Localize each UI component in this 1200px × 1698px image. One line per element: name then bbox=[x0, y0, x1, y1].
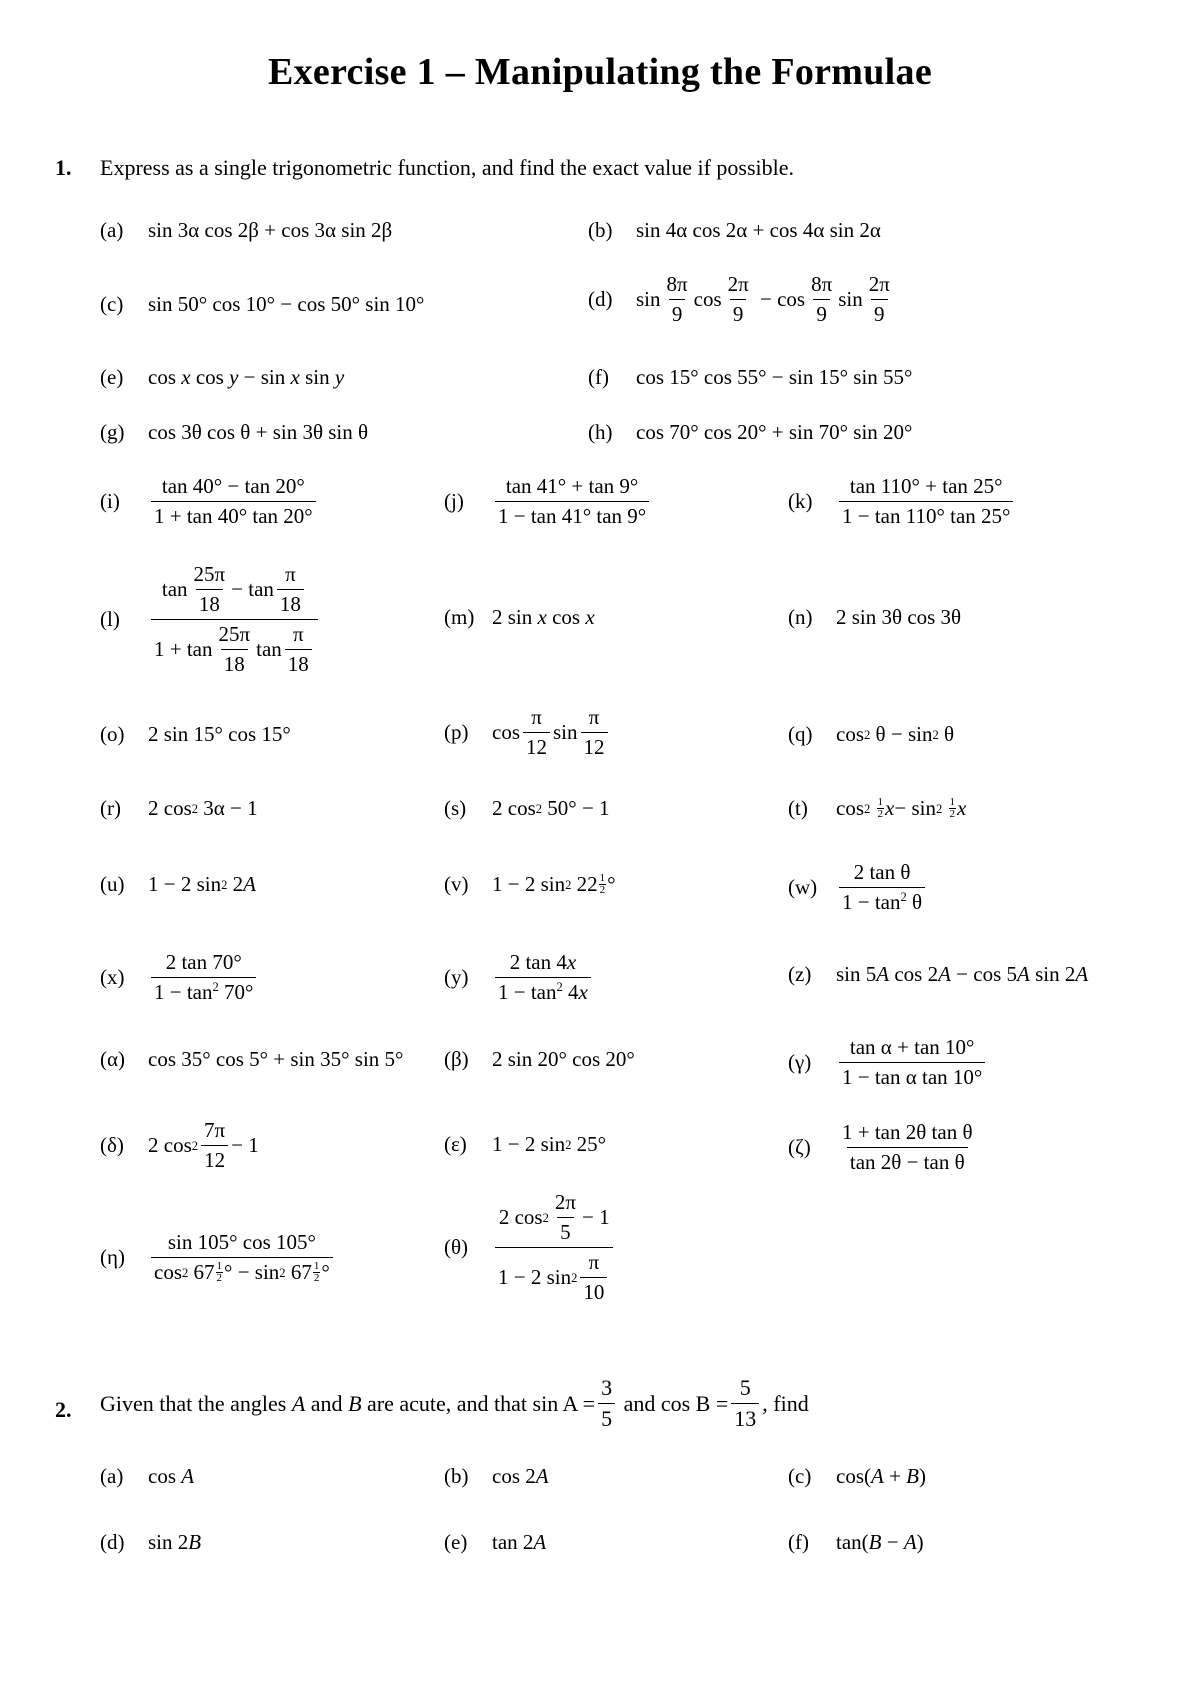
q1-part-beta bbox=[444, 1047, 635, 1072]
math-fraction: 2 tan 70° $1 - \tan^2 70^\circ$ bbox=[151, 950, 256, 1005]
part-label: (w) bbox=[788, 875, 818, 899]
q1-part-k bbox=[788, 474, 1016, 529]
math-fraction: tan 41° + tan 9° 1 − tan 41° tan 9° bbox=[495, 474, 649, 529]
part-label: (k) bbox=[788, 489, 813, 513]
q1-part-d bbox=[588, 272, 896, 327]
q1-part-w bbox=[788, 860, 928, 915]
math-expression: cos π 12 sin π 12 bbox=[492, 705, 611, 760]
q2-part-a bbox=[100, 1464, 194, 1489]
q1-part-zeta bbox=[788, 1120, 979, 1175]
q1-part-m bbox=[444, 605, 595, 630]
part-label: (ε) bbox=[444, 1132, 467, 1156]
math-expression: 2 sin x cos x bbox=[492, 605, 595, 629]
q1-part-r bbox=[100, 796, 258, 821]
q1-part-theta bbox=[444, 1190, 616, 1305]
q1-part-a bbox=[100, 218, 392, 243]
math-expression: cos 2 A bbox=[492, 1464, 549, 1488]
part-label: (b) bbox=[444, 1464, 469, 1488]
part-label: (m) bbox=[444, 605, 475, 629]
question-1-number: 1. bbox=[55, 155, 72, 180]
part-label: (α) bbox=[100, 1047, 125, 1071]
part-label: (δ) bbox=[100, 1133, 124, 1157]
page-title: Exercise 1 – Manipulating the Formulae bbox=[267, 51, 933, 93]
part-label: (d) bbox=[100, 1530, 125, 1554]
q1-part-s bbox=[444, 796, 610, 821]
q2-part-d bbox=[100, 1530, 201, 1555]
math-expression: cos 15° cos 55° − sin 15° sin 55° bbox=[636, 365, 913, 389]
part-label: (s) bbox=[444, 796, 467, 820]
q1-part-gamma bbox=[788, 1035, 988, 1090]
math-fraction: $\frac{5}{13}$ bbox=[731, 1375, 759, 1432]
question-1-text: Express as a single trigonometric function, and find the exact value if possible. bbox=[100, 155, 795, 180]
part-label: (j) bbox=[444, 489, 464, 513]
q2-part-e bbox=[444, 1530, 546, 1555]
part-label: (β) bbox=[444, 1047, 469, 1071]
math-fraction: 2 tan 4x $1 - \tan^2 4x$ bbox=[495, 950, 591, 1005]
part-label: (a) bbox=[100, 218, 124, 242]
part-label: (f) bbox=[788, 1530, 809, 1554]
math-fraction: tan 25π 18 − tan π 18 1 + tan 25π 18 tan π 18 bbox=[151, 562, 318, 677]
part-label: (η) bbox=[100, 1245, 125, 1269]
math-expression: 1 − 2 sin 2 25° bbox=[492, 1132, 607, 1156]
q1-part-n bbox=[788, 605, 961, 630]
q1-part-x bbox=[100, 950, 259, 1005]
math-expression: 2 sin 3θ cos 3θ bbox=[836, 605, 962, 629]
q1-part-i bbox=[100, 474, 319, 529]
q1-part-eta bbox=[100, 1230, 336, 1285]
math-expression: 1 − 2 sin 2 2 A bbox=[148, 872, 256, 896]
math-expression: 2 cos 2 7π 12 − 1 bbox=[148, 1118, 259, 1172]
q1-part-h bbox=[588, 420, 912, 445]
part-label: (l) bbox=[100, 607, 120, 631]
math-expression: cos 2 θ − sin 2 θ bbox=[836, 722, 955, 746]
q2-part-f bbox=[788, 1530, 924, 1555]
math-expression: 2 cos 2 50° − 1 bbox=[492, 796, 610, 820]
part-label: (ζ) bbox=[788, 1135, 811, 1159]
q1-part-q bbox=[788, 722, 954, 747]
q1-part-b bbox=[588, 218, 881, 243]
q1-part-j bbox=[444, 474, 652, 529]
part-label: (t) bbox=[788, 796, 808, 820]
math-expression: cos 35° cos 5° + sin 35° sin 5° bbox=[148, 1047, 404, 1071]
part-label: (x) bbox=[100, 965, 125, 989]
math-expression: cos 2 1 2 x − sin 2 1 2 x bbox=[836, 796, 967, 820]
q1-part-v bbox=[444, 872, 616, 897]
part-label: (i) bbox=[100, 489, 120, 513]
math-fraction: 2 tan θ $1 - \tan^2 \theta$ bbox=[839, 860, 925, 915]
math-expression: sin 4α cos 2α + cos 4α sin 2α bbox=[636, 218, 881, 242]
math-expression: cos( A + B ) bbox=[836, 1464, 926, 1488]
part-label: (b) bbox=[588, 218, 613, 242]
part-label: (z) bbox=[788, 962, 812, 986]
q1-part-u bbox=[100, 872, 256, 897]
math-expression: sin 2 B bbox=[148, 1530, 202, 1554]
part-label: (d) bbox=[588, 287, 613, 311]
part-label: (e) bbox=[444, 1530, 468, 1554]
part-label: (u) bbox=[100, 872, 125, 896]
question-2-number: 2. bbox=[55, 1397, 72, 1422]
part-label: (o) bbox=[100, 722, 125, 746]
q1-part-t bbox=[788, 796, 966, 821]
q1-part-y bbox=[444, 950, 594, 1005]
math-fraction: tan 110° + tan 25° 1 − tan 110° tan 25° bbox=[839, 474, 1013, 529]
math-expression: 2 sin 20° cos 20° bbox=[492, 1047, 635, 1071]
math-expression: cos 3θ cos θ + sin 3θ sin θ bbox=[148, 420, 369, 444]
math-fraction: $\frac{3}{5}$ bbox=[598, 1375, 615, 1432]
math-expression: cos x cos y − sin x sin y bbox=[148, 365, 345, 389]
math-fraction: 2 cos 2 2π 5 − 1 1 − 2 sin 2 π 10 bbox=[495, 1190, 613, 1305]
part-label: (γ) bbox=[788, 1050, 812, 1074]
part-label: (a) bbox=[100, 1464, 124, 1488]
math-fraction: 1 + tan 2θ tan θ tan 2θ − tan θ bbox=[842, 1120, 973, 1174]
part-label: (c) bbox=[100, 292, 124, 316]
q2-part-b bbox=[444, 1464, 549, 1489]
part-label: (n) bbox=[788, 605, 813, 629]
q2-part-c bbox=[788, 1464, 926, 1489]
math-fraction: sin 105° cos 105° cos 2 67 1 2 ° − sin 2 67 1 2 ° bbox=[151, 1230, 333, 1285]
q1-part-e bbox=[100, 365, 344, 390]
math-expression: 1 − 2 sin 2 22 1 2 ° bbox=[492, 872, 616, 896]
q1-part-g bbox=[100, 420, 368, 445]
math-fraction: tan α + tan 10° 1 − tan α tan 10° bbox=[839, 1035, 985, 1090]
q1-part-delta bbox=[100, 1118, 259, 1173]
part-label: (v) bbox=[444, 872, 469, 896]
q1-part-epsilon bbox=[444, 1132, 606, 1157]
math-expression: 2 cos 2 3α − 1 bbox=[148, 796, 258, 820]
q1-part-alpha bbox=[100, 1047, 403, 1072]
part-label: (θ) bbox=[444, 1235, 469, 1259]
q1-part-p bbox=[444, 705, 611, 760]
part-label: (c) bbox=[788, 1464, 812, 1488]
math-expression: cos 70° cos 20° + sin 70° sin 20° bbox=[636, 420, 913, 444]
part-label: (r) bbox=[100, 796, 121, 820]
q1-part-c bbox=[100, 292, 424, 317]
part-label: (g) bbox=[100, 420, 125, 444]
math-expression: sin 50° cos 10° − cos 50° sin 10° bbox=[148, 292, 425, 316]
math-expression: sin 5 A cos 2 A − cos 5 A sin 2 A bbox=[836, 962, 1089, 986]
math-expression: tan( B − A ) bbox=[836, 1530, 924, 1554]
part-label: (p) bbox=[444, 720, 469, 744]
math-expression: cos A bbox=[148, 1464, 195, 1488]
math-fraction: tan 40° − tan 20° 1 + tan 40° tan 20° bbox=[151, 474, 316, 529]
math-expression: sin 8π 9 cos 2π 9 − cos 8π 9 sin 2π 9 bbox=[636, 272, 890, 326]
question-2-text: Given that the angles A and B are acute, and that sin A = $\frac{3}{5}$ and cos B = $\frac{5}{13}$ , find bbox=[100, 1375, 809, 1431]
part-label: (q) bbox=[788, 722, 813, 746]
q1-part-l bbox=[100, 562, 321, 677]
math-expression: 2 sin 15° cos 15° bbox=[148, 722, 291, 746]
math-expression: sin 3α cos 2β + cos 3α sin 2β bbox=[148, 218, 393, 242]
q1-part-z bbox=[788, 962, 1088, 987]
part-label: (f) bbox=[588, 365, 609, 389]
part-label: (h) bbox=[588, 420, 613, 444]
part-label: (y) bbox=[444, 965, 469, 989]
q1-part-o bbox=[100, 722, 291, 747]
math-expression: tan 2 A bbox=[492, 1530, 547, 1554]
q1-part-f bbox=[588, 365, 912, 390]
part-label: (e) bbox=[100, 365, 124, 389]
